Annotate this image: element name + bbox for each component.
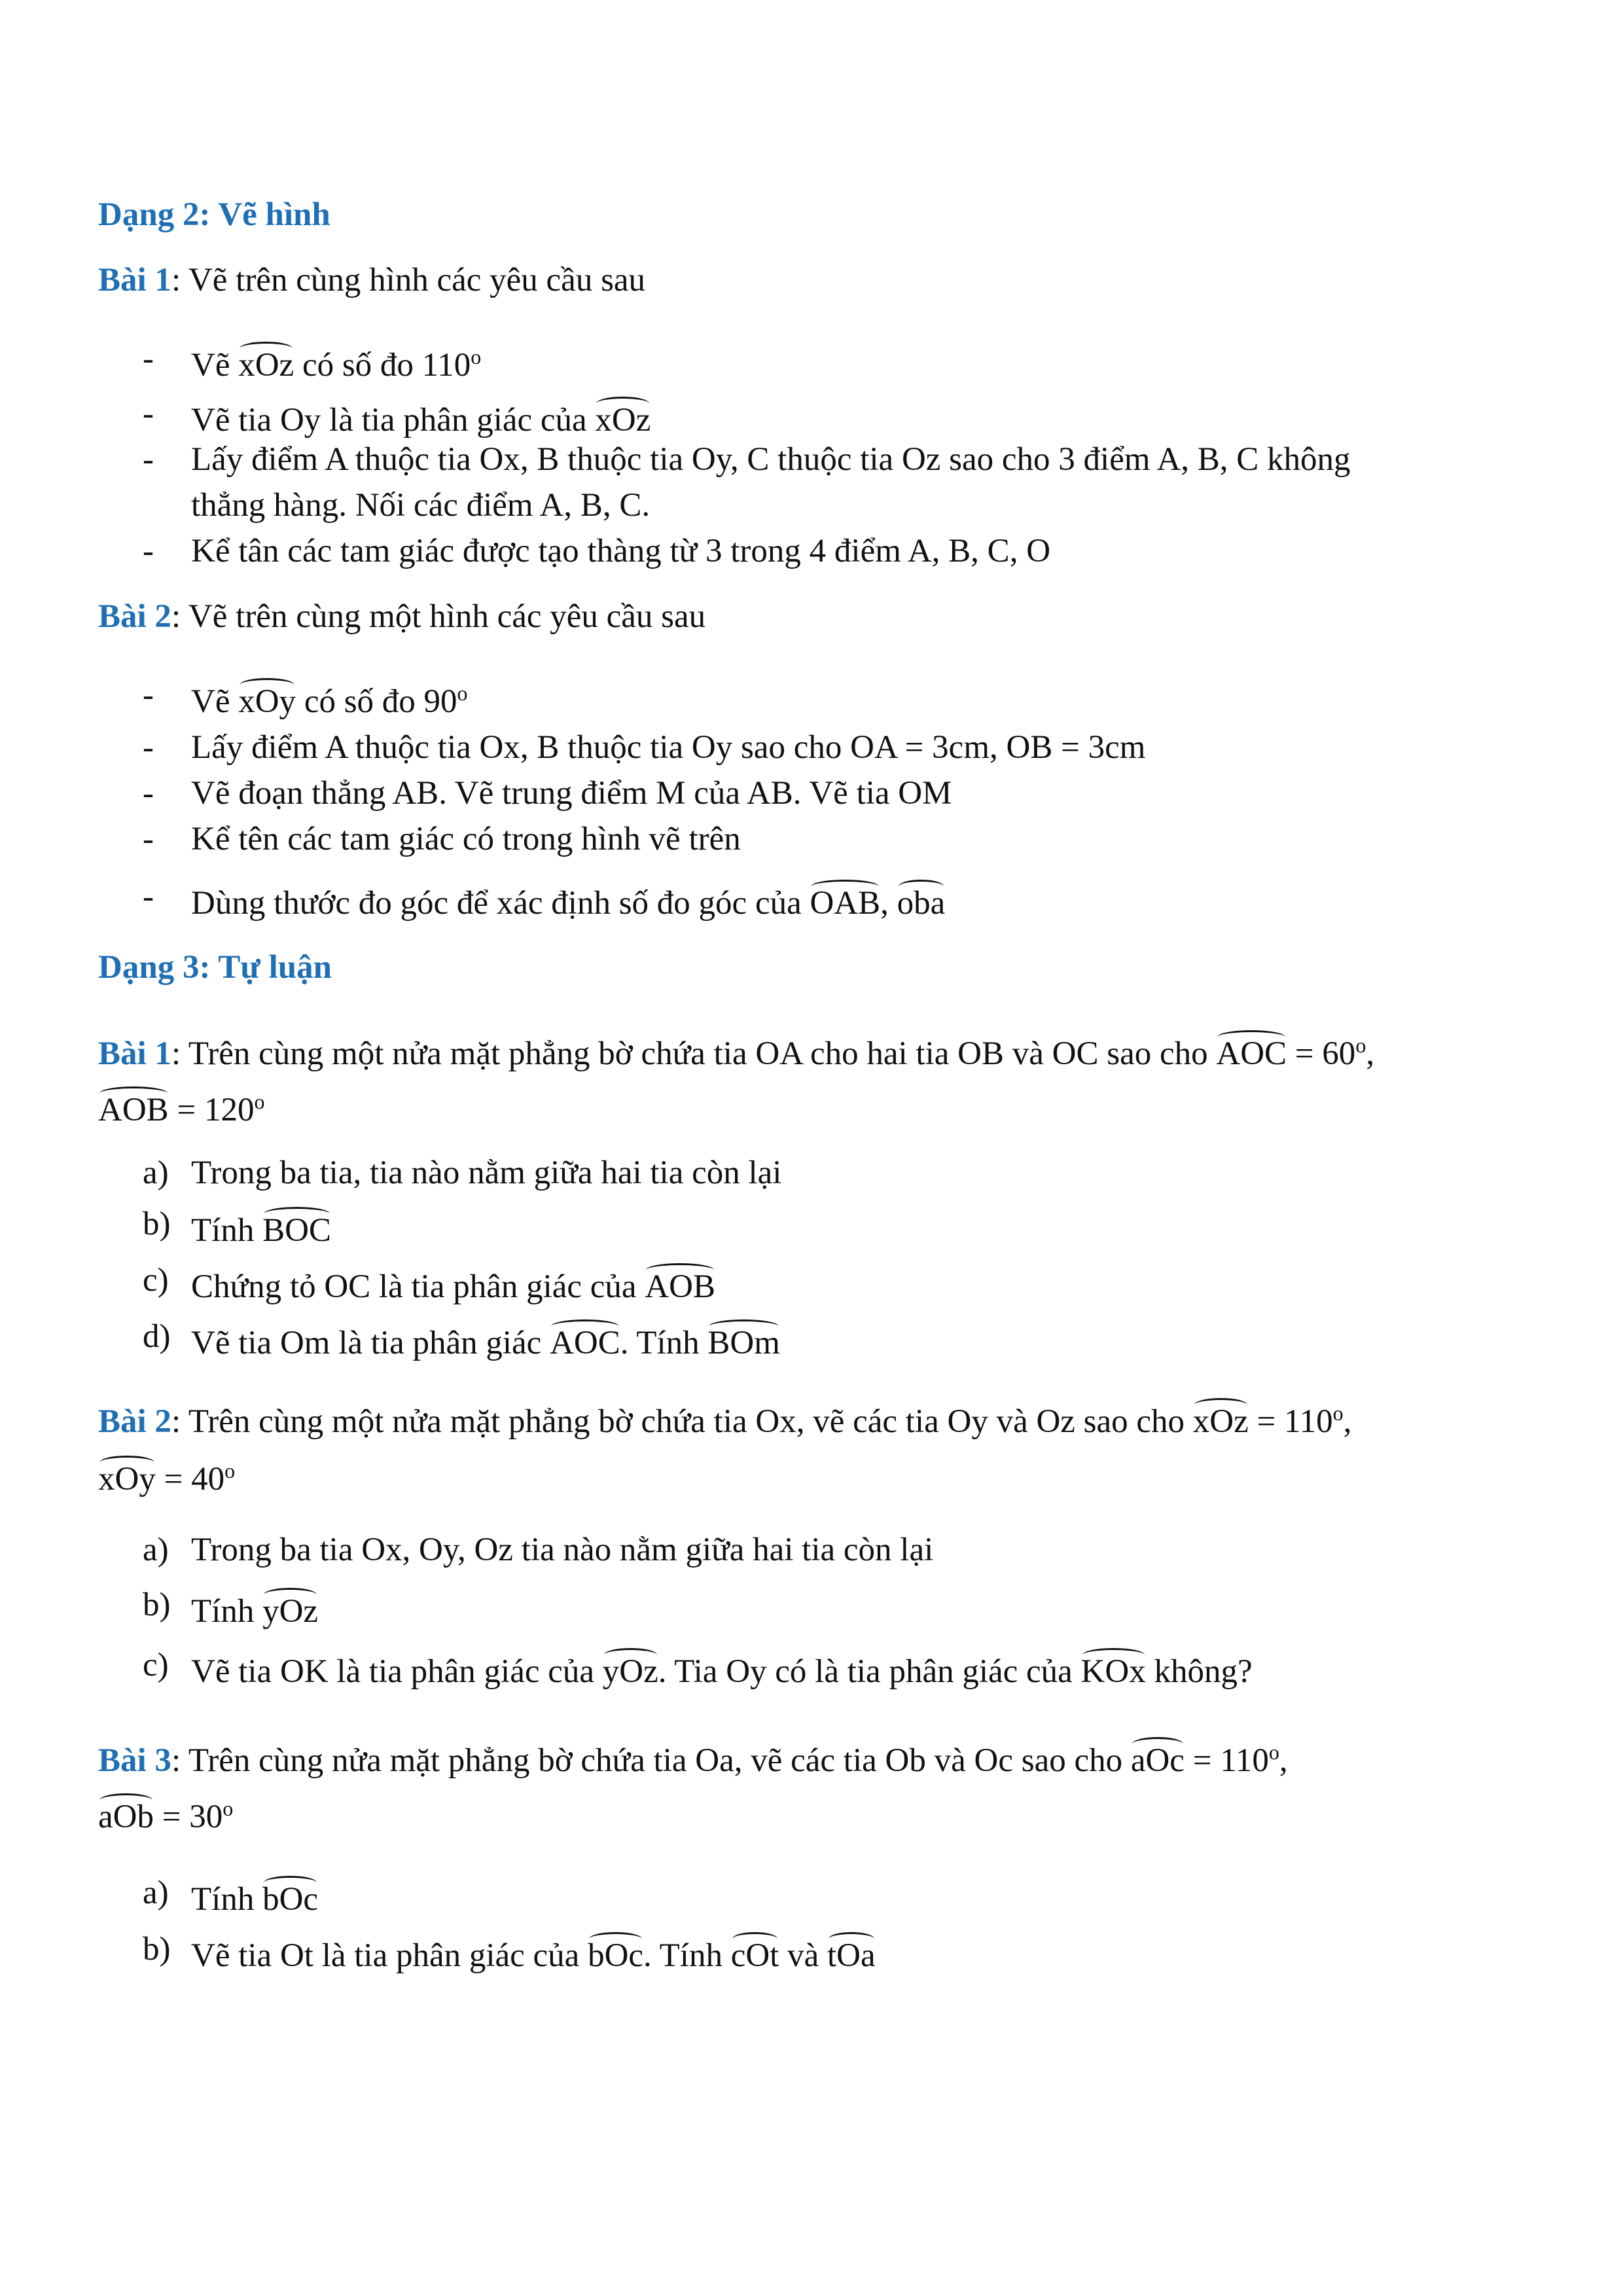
list-item: Vẽ tia Ot là tia phân giác của bOc. Tính cOt và tOa <box>191 1929 876 1975</box>
list-item-continuation: thẳng hàng. Nối các điểm A, B, C. <box>191 487 651 524</box>
exercise-text: : Vẽ trên cùng một hình các yêu cầu sau <box>171 598 706 635</box>
angle-notation: xOy <box>238 675 296 721</box>
angle-notation: AOB <box>645 1261 715 1306</box>
list-item: Vẽ xOz có số đo 110$^o$ <box>191 339 481 385</box>
list-item: Kể tân các tam giác được tạo thàng từ 3 trong 4 điểm A, B, C, O <box>191 533 1051 569</box>
exercise-3-prompt: Bài 3: Trên cùng nửa mặt phẳng bờ chứa tia Oa, vẽ các tia Ob và Oc sao cho aOc = $110^o$, <box>98 1734 1288 1780</box>
item-letter: c) <box>143 1647 169 1683</box>
angle-notation: KOx <box>1081 1645 1146 1691</box>
angle-notation: xOz <box>1193 1395 1249 1441</box>
exercise-3-prompt-continuation: aOb = $30^o$ <box>98 1791 233 1837</box>
exercise-1-prompt-continuation: AOB = $120^o$ <box>98 1084 264 1130</box>
angle-notation: cOt <box>731 1929 779 1975</box>
angle-notation: AOB <box>98 1084 169 1130</box>
angle-notation: xOz <box>238 339 294 385</box>
item-letter: b) <box>143 1931 171 1967</box>
bullet-dash: - <box>143 775 154 812</box>
exercise-label: Bài 2 <box>98 1403 171 1440</box>
angle-notation: BOm <box>707 1317 780 1363</box>
list-item: Lấy điểm A thuộc tia Ox, B thuộc tia Oy, C thuộc tia Oz sao cho 3 điểm A, B, C không <box>191 441 1351 478</box>
list-item: Vẽ tia Om là tia phân giác AOC. Tính BOm <box>191 1317 780 1363</box>
angle-notation: bOc <box>262 1873 318 1919</box>
list-item: Trong ba tia Ox, Oy, Oz tia nào nằm giữa hai tia còn lại <box>191 1532 934 1568</box>
angle-notation: xOy <box>98 1453 156 1499</box>
list-item: Dùng thước đo góc để xác định số đo góc của OAB, oba <box>191 877 945 923</box>
exercise-label: Bài 1 <box>98 262 171 298</box>
list-item: Vẽ xOy có số đo 90$^o$ <box>191 675 468 721</box>
section-heading-dang-3: Dạng 3: Tự luận <box>98 949 332 986</box>
item-letter: a) <box>143 1874 169 1911</box>
bullet-dash: - <box>143 677 154 713</box>
item-letter: b) <box>143 1206 171 1242</box>
item-letter: a) <box>143 1155 169 1191</box>
angle-notation: yOz <box>262 1585 318 1631</box>
angle-notation: yOz <box>603 1645 658 1691</box>
angle-notation: AOC <box>550 1317 620 1363</box>
list-item: Vẽ tia Oy là tia phân giác của xOz <box>191 394 651 440</box>
list-item: Trong ba tia, tia nào nằm giữa hai tia còn lại <box>191 1155 782 1191</box>
list-item: Kể tên các tam giác có trong hình vẽ trên <box>191 821 741 857</box>
bullet-dash: - <box>143 821 154 857</box>
angle-notation: xOz <box>595 394 651 440</box>
item-letter: c) <box>143 1262 169 1299</box>
bullet-dash: - <box>143 729 154 766</box>
exercise-2-prompt <box>98 597 705 636</box>
bullet-dash: - <box>143 395 154 432</box>
list-item: Chứng tỏ OC là tia phân giác của AOB <box>191 1261 715 1306</box>
bullet-dash: - <box>143 533 154 569</box>
angle-notation: BOC <box>262 1204 331 1250</box>
item-letter: b) <box>143 1587 171 1623</box>
list-item: Vẽ đoạn thẳng AB. Vẽ trung điểm M của AB. Vẽ tia OM <box>191 775 952 812</box>
exercise-1-prompt: Bài 1: Trên cùng một nửa mặt phẳng bờ chứa tia OA cho hai tia OB và OC sao cho AOC = $60^o$, <box>98 1028 1374 1073</box>
section-heading-dang-2: Dạng 2: Vẽ hình <box>98 196 330 233</box>
exercise-label: Bài 2 <box>98 598 171 635</box>
exercise-1-prompt <box>98 260 645 300</box>
angle-notation: AOC <box>1216 1028 1287 1073</box>
bullet-dash: - <box>143 878 154 915</box>
exercise-2-prompt: Bài 2: Trên cùng một nửa mặt phẳng bờ chứa tia Ox, vẽ các tia Oy và Oz sao cho xOz = $110^o$, <box>98 1395 1351 1441</box>
exercise-text: : Vẽ trên cùng hình các yêu cầu sau <box>171 262 646 298</box>
list-item: Vẽ tia OK là tia phân giác của yOz. Tia Oy có là tia phân giác của KOx không? <box>191 1645 1253 1691</box>
angle-notation: OAB <box>810 877 880 923</box>
list-item: Tính bOc <box>191 1873 318 1919</box>
item-letter: a) <box>143 1532 169 1568</box>
exercise-label: Bài 3 <box>98 1742 171 1779</box>
angle-notation: oba <box>897 877 946 923</box>
angle-notation: tOa <box>827 1929 876 1975</box>
item-letter: d) <box>143 1318 171 1355</box>
exercise-2-prompt-continuation: xOy = $40^o$ <box>98 1453 235 1499</box>
exercise-label: Bài 1 <box>98 1035 171 1072</box>
list-item: Lấy điểm A thuộc tia Ox, B thuộc tia Oy sao cho OA = 3cm, OB = 3cm <box>191 729 1146 766</box>
bullet-dash: - <box>143 340 154 377</box>
angle-notation: aOc <box>1131 1734 1185 1780</box>
list-item: Tính yOz <box>191 1585 318 1631</box>
bullet-dash: - <box>143 441 154 478</box>
list-item: Tính BOC <box>191 1204 331 1250</box>
angle-notation: aOb <box>98 1791 154 1837</box>
angle-notation: bOc <box>588 1929 643 1975</box>
